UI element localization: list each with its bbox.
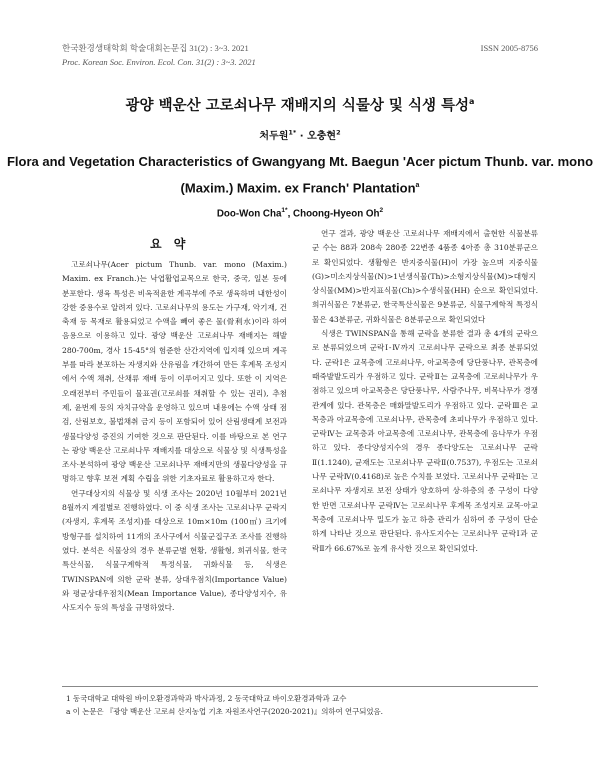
left-paragraph-2: 연구대상지의 식물상 및 식생 조사는 2020년 10월부터 2021년 8월까지 계절별로 진행하였다. 이 중 식생 조사는 고로쇠나무 군락지(자생지, 후계목 조성지)를 대상으로 10m×10m (100㎡) 크기에 방형구를 설치하여 11개의 조사구에서 식물군집구조 조사를 진행하였다. 분석은 식물상의 경우 분류군별 현황, 생활형, 희귀식물, 한국특산식물, 식물구계학적 특정식물, 귀화식물 등, 식생은 TWINSPAN에 의한 군락 분류, 상대우점치(Importance Value)와 평균상대우점치(Mean Importance Value), 종다양성지수, 유사도지수 등의 특성을 규명하였다.: [62, 488, 287, 613]
right-paragraph-1: 연구 결과, 광양 백운산 고로쇠나무 재배지에서 출현한 식물분류군 수는 88과 208속 280종 22변종 4품종 4아종 총 310분류군으로 확인되었다. 생활형은 반지중식물(H)이 가장 높으며 지중식물(G)>미소지상식물(N)>1년생식물(Th)>소형지상식물(M)>대형지상식물(MM)>반지표식물(Ch)>수생식물(HH) 순으로 확인되었다. 희귀식물은 7분류군, 한국특산식물은 9분류군, 식물구계학적 특정식물은 43분류군, 귀화식물은 8분류군으로 확인되었다: [312, 229, 538, 324]
author-en-2-mark: 2: [379, 207, 384, 214]
authors-ko: [0, 127, 600, 142]
author-en-2: Choong-Hyeon Oh: [293, 208, 380, 220]
left-paragraph-1: 고로쇠나무(Acer pictum Thunb. var. mono (Maxim.) Maxim. ex Franch.)는 낙엽활엽교목으로 한국, 중국, 일본 등에 분포한다. 생육 특성은 비옥적윤한 계곡부에 주로 생육하며 내한성이 강한 중용수로 알려져 있다. 고로쇠나무의 용도는 가구재, 악기재, 건축재 등 목재로 활용되었고 수액을 빼여 좋은 물(骨利水)이라 하여 음용으로 이용하고 있다. 광양 백운산 고로쇠나무 재배지는 해발 280-700m, 경사 15-45°의 험준한 산간지역에 입지해 있으며 계곡부를 따라 분포하는 자생지와 산유림을 개간하여 만든 후계목 조성지에서 수액 채취, 산채류 재배 등이 이루어지고 있다. 또한 이 지역은 오래전부터 주민들이 물표권(고로쇠를 채취할 수 있는 권리), 추첨제, 윤번제 등의 자치규약을 운영하고 있으며 내용에는 수액 상태 점검, 산림보호, 불법채취 금지 등이 포함되어 있어 산림생태계 보전과 생물다양성 증진의 기여한 것으로 판단된다. 이를 바탕으로 본 연구는 광양 백운산 고로쇠나무 재배지를 대상으로 식물상 및 식생특성을 조사·분석하여 광양 백운산 고로쇠나무 재배지만의 생물다양성을 규명하고 향후 보전 계획 수립을 위한 기초자료로 활용하고자 한다.: [62, 260, 287, 484]
journal-citation-ko: 한국환경생태학회 학술대회논문집 31(2) : 3~3. 2021: [62, 43, 249, 53]
title-en-line2-text: (Maxim.) Maxim. ex Franch' Plantation: [180, 180, 416, 196]
title-en-line1: [0, 150, 600, 174]
title-ko-footnote-mark: a: [469, 97, 475, 107]
author-ko-separator: ·: [296, 131, 308, 142]
authors-en: [0, 207, 600, 219]
author-en-separator: ,: [287, 208, 294, 220]
journal-citation-en: Proc. Korean Soc. Environ. Ecol. Con. 31(2) : 3~3. 2021: [62, 57, 256, 67]
author-ko-1: 처두원: [259, 131, 289, 142]
author-ko-2-mark: 2: [336, 128, 341, 137]
title-en-line1-text: Flora and Vegetation Characteristics of Gwangyang Mt. Baegun 'Acer pictum Thunb. var. mono: [6, 154, 594, 169]
left-column: [62, 258, 287, 615]
title-ko: [0, 94, 600, 115]
title-en-line2: [0, 174, 600, 200]
issn: ISSN 2005-8756: [480, 43, 538, 53]
right-paragraph-2: 식생은 TWINSPAN을 통해 군락을 분류한 결과 총 4개의 군락으로 분류되었으며 군락Ⅰ-Ⅳ까지 고로쇠나무 군락으로 최종 분류되었다. 군락Ⅰ은 교목층에 고로쇠나무, 아교목층에 당단풍나무, 관목층에 때죽발발도리가 우점하고 있다. 군락Ⅱ는 교목층에 고로쇠나무가 우점하고 있으며 아교목층은 당단풍나무, 사람주나무, 비목나무가 경쟁관계에 있다. 관목층은 매화말발도리가 우점하고 있다. 군락Ⅲ은 교목층과 아교목층에 고로쇠나무, 관목층에 초피나무가 우점하고 있다. 군락Ⅳ는 교목층과 아교목층에 고로쇠나무, 관목층에 음나무가 우점하고 있다. 종다양성지수의 경우 종다양도는 고로쇠나무 군락Ⅱ(1.1240), 균재도는 고로쇠나무 군락Ⅱ(0.7537), 우점도는 고로쇠나무 군락Ⅳ(0.4168)로 높은 수치를 보였다. 고로쇠나무 군락Ⅱ는 고로쇠나무 자생지로 보전 상태가 양호하여 상·하층의 종 구성이 다양한 반면 고로쇠나무 군락Ⅳ는 고로쇠나무 후계목 조성지로 교목·아교목층에 고로쇠나무 밀도가 높고 하층 관리가 심하여 종 구성이 단순하게 나타난 것으로 판단된다. 유사도지수는 고로쇠나무 군락Ⅰ과 군락Ⅱ가 66.67%로 높게 유사한 것으로 확인되었다.: [312, 329, 538, 553]
author-en-1-mark: 1*: [281, 207, 288, 214]
footnote-rule: [62, 686, 538, 687]
right-column: [312, 227, 538, 556]
footnote-2: a 이 논문은 『광양 백운산 고로쇠 산지농업 기초 자원조사연구(2020-2021)』의하여 연구되었음.: [66, 707, 384, 716]
footnote-1: 1 동국대학교 대학원 바이오환경과학과 박사과정, 2 동국대학교 바이오환경과학과 교수: [66, 694, 347, 703]
title-en: [0, 150, 600, 200]
title-en-footnote-mark: a: [415, 182, 420, 189]
author-ko-1-mark: 1*: [288, 128, 297, 137]
author-en-1: Doo-Won Cha: [216, 208, 282, 220]
author-ko-2: 오충현: [307, 131, 337, 142]
abstract-heading: 요 약: [150, 237, 190, 251]
title-ko-text: 광양 백운산 고로쇠나무 재배지의 식물상 및 식생 특성: [125, 98, 470, 114]
